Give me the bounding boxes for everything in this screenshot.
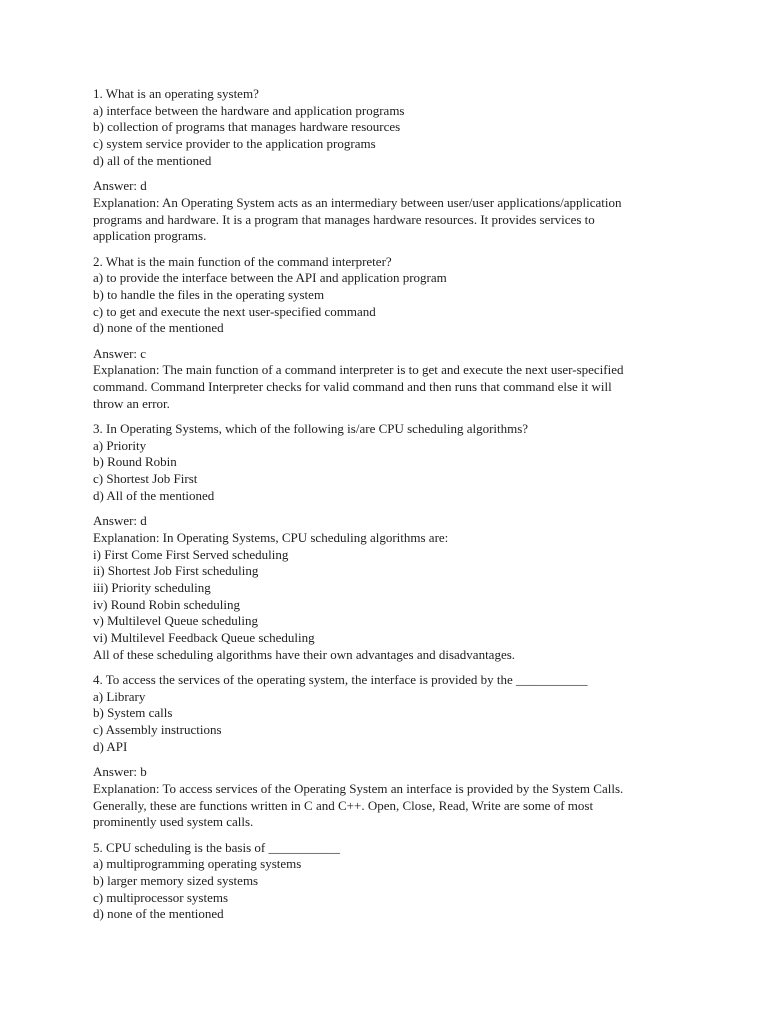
explanation-line: Explanation: An Operating System acts as an intermediary between user/user applications/application [93,194,622,210]
question-text: 3. In Operating Systems, which of the following is/are CPU scheduling algorithms? [93,421,529,437]
explanation-line: programs and hardware. It is a program that manages hardware resources. It provides services to [93,211,595,227]
explanation-line: iii) Priority scheduling [93,579,211,595]
option-c: c) Assembly instructions [93,722,222,738]
option-b: b) System calls [93,705,173,721]
option-a: a) Library [93,688,146,704]
answer-text: Answer: b [93,764,147,780]
question-block-3 [93,421,693,505]
option-a: a) interface between the hardware and application programs [93,102,405,118]
explanation-line: Explanation: The main function of a command interpreter is to get and execute the next user-specified [93,362,624,378]
option-d: d) All of the mentioned [93,487,215,503]
explanation-line: Generally, these are functions written in C and C++. Open, Close, Read, Write are some of most [93,797,594,813]
answer-block-4 [93,764,693,831]
question-text: 4. To access the services of the operating system, the interface is provided by the ___________ [93,672,588,688]
option-c: c) to get and execute the next user-specified command [93,303,376,319]
option-c: c) multiprocessor systems [93,889,229,905]
answer-text: Answer: d [93,178,147,194]
option-a: a) Priority [93,437,147,453]
answer-block-1 [93,178,693,245]
explanation-line: ii) Shortest Job First scheduling [93,563,259,579]
option-b: b) larger memory sized systems [93,872,259,888]
explanation-line: iv) Round Robin scheduling [93,596,240,612]
option-b: b) collection of programs that manages hardware resources [93,119,401,135]
question-text: 1. What is an operating system? [93,86,259,101]
option-c: c) system service provider to the application programs [93,136,376,152]
option-b: b) to handle the files in the operating system [93,286,325,302]
explanation-line: v) Multilevel Queue scheduling [93,613,258,629]
explanation-line: prominently used system calls. [93,814,254,830]
explanation-line: vi) Multilevel Feedback Queue scheduling [93,630,315,646]
question-text: 5. CPU scheduling is the basis of ___________ [93,839,340,855]
option-d: d) none of the mentioned [93,320,224,336]
answer-block-3 [93,513,693,663]
question-block-5 [93,840,693,924]
explanation-line: command. Command Interpreter checks for valid command and then runs that command else it will [93,379,612,395]
option-a: a) to provide the interface between the API and application program [93,270,447,286]
explanation-line: throw an error. [93,395,170,411]
explanation-line: i) First Come First Served scheduling [93,546,289,562]
document-page [93,86,693,932]
explanation-line: Explanation: To access services of the Operating System an interface is provided by the System Calls. [93,780,624,796]
answer-block-2 [93,346,693,413]
option-a: a) multiprogramming operating systems [93,856,302,872]
answer-text: Answer: d [93,513,147,529]
option-d: d) all of the mentioned [93,152,212,168]
question-block-2 [93,254,693,338]
option-d: d) API [93,738,128,754]
explanation-line: All of these scheduling algorithms have their own advantages and disadvantages. [93,646,516,662]
option-d: d) none of the mentioned [93,906,224,922]
explanation-line: application programs. [93,228,207,244]
answer-text: Answer: c [93,345,147,361]
question-block-4 [93,672,693,756]
question-block-1 [93,86,693,170]
option-b: b) Round Robin [93,454,177,470]
explanation-line: Explanation: In Operating Systems, CPU scheduling algorithms are: [93,529,449,545]
option-c: c) Shortest Job First [93,471,198,487]
question-text: 2. What is the main function of the command interpreter? [93,253,392,269]
